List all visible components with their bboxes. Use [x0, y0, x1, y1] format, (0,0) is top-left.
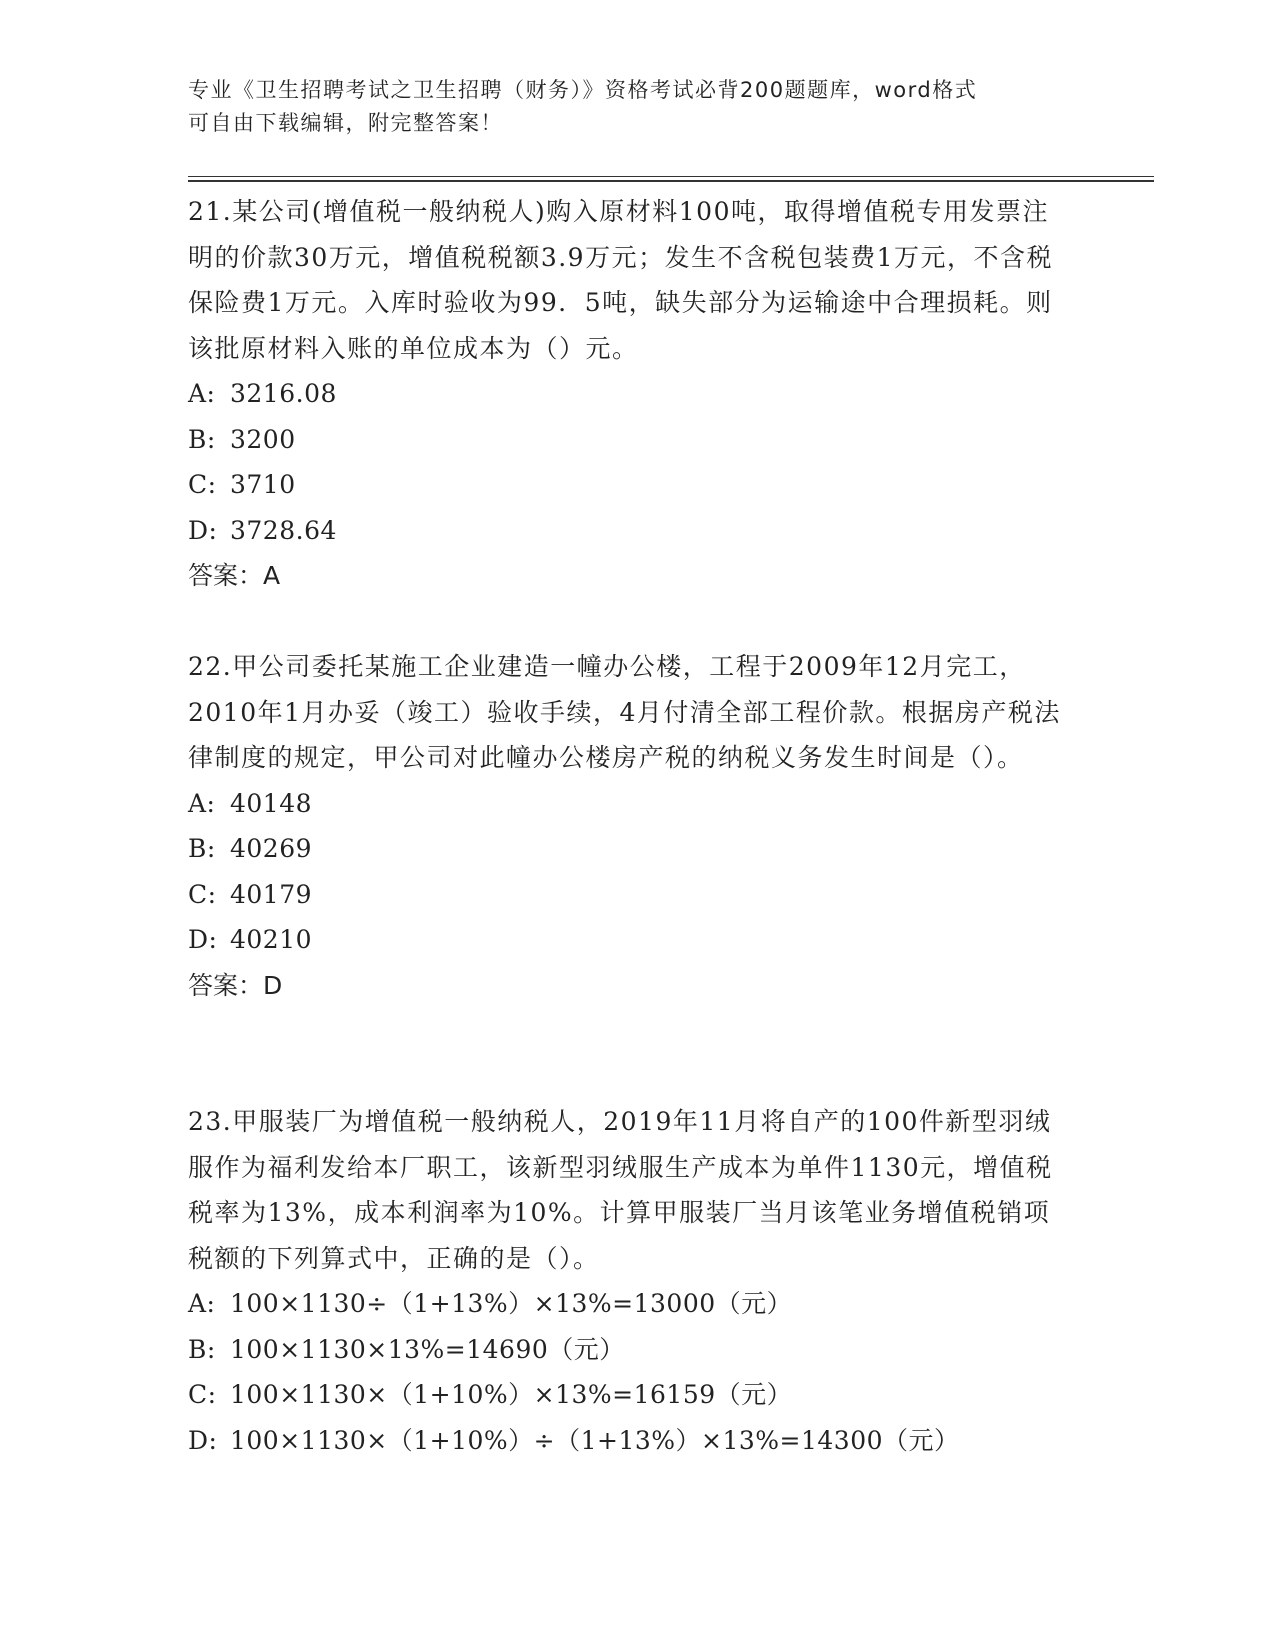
option-c [188, 872, 1068, 918]
option-text: 40179 [230, 879, 313, 909]
header-divider-thick [188, 180, 1154, 182]
answer-line: 答案：D [188, 970, 283, 1000]
question-21 [188, 189, 1068, 599]
header-divider-thin [188, 176, 1154, 177]
option-b [188, 417, 1068, 463]
option-b [188, 826, 1068, 872]
option-letter: A: [188, 1289, 216, 1318]
option-d [188, 1418, 1068, 1464]
option-letter: C: [188, 1380, 217, 1409]
option-text: 3728.64 [230, 515, 337, 545]
option-text: 100×1130×13%=14690（元） [230, 1334, 625, 1364]
header-line-1: 专业《卫生招聘考试之卫生招聘（财务）》资格考试必背200题题库，word格式 [188, 78, 978, 102]
option-d [188, 917, 1068, 963]
option-letter: D: [188, 515, 218, 545]
question-stem: 22.甲公司委托某施工企业建造一幢办公楼，工程于2009年12月完工，2010年1月办妥（竣工）验收手续，4月付清全部工程价款。根据房产税法律制度的规定，甲公司对此幢办公楼房产税的纳税义务发生时间是（）。 [188, 652, 1061, 772]
option-text: 3710 [230, 470, 296, 499]
option-text: 40269 [230, 834, 313, 863]
option-a [188, 371, 1068, 417]
option-text: 40210 [230, 925, 313, 954]
option-b [188, 1327, 1068, 1373]
question-stem: 21.某公司(增值税一般纳税人)购入原材料100吨，取得增值税专用发票注明的价款30万元，增值税税额3.9万元；发生不含税包装费1万元，不含税保险费1万元。入库时验收为99．5吨，缺失部分为运输途中合理损耗。则该批原材料入账的单位成本为（）元。 [188, 197, 1053, 363]
option-c [188, 462, 1068, 508]
option-d [188, 508, 1068, 554]
question-stem: 23.甲服装厂为增值税一般纳税人，2019年11月将自产的100件新型羽绒服作为福利发给本厂职工，该新型羽绒服生产成本为单件1130元，增值税税率为13%，成本利润率为10%。计算甲服装厂当月该笔业务增值税销项税额的下列算式中，正确的是（）。 [188, 1107, 1053, 1273]
option-text: 3216.08 [230, 379, 337, 408]
option-text: 100×1130×（1+10%）÷（1+13%）×13%=14300（元） [230, 1425, 960, 1455]
option-letter: A: [188, 788, 216, 818]
option-letter: D: [188, 925, 218, 954]
option-letter: A: [188, 379, 216, 408]
option-letter: C: [188, 470, 217, 499]
option-a [188, 781, 1068, 827]
option-a [188, 1281, 1068, 1327]
option-text: 3200 [230, 424, 296, 454]
question-23 [188, 1099, 1068, 1463]
option-c [188, 1372, 1068, 1418]
option-letter: D: [188, 1425, 218, 1455]
option-letter: B: [188, 424, 216, 454]
document-header [188, 74, 1068, 140]
answer-line: 答案：A [188, 561, 281, 590]
header-line-2: 可自由下载编辑，附完整答案！ [188, 111, 503, 135]
option-letter: B: [188, 1334, 216, 1364]
question-22 [188, 644, 1068, 1008]
option-letter: B: [188, 834, 216, 863]
option-text: 100×1130×（1+10%）×13%=16159（元） [230, 1380, 793, 1409]
option-letter: C: [188, 879, 217, 909]
option-text: 40148 [230, 788, 313, 818]
option-text: 100×1130÷（1+13%）×13%=13000（元） [230, 1289, 793, 1318]
